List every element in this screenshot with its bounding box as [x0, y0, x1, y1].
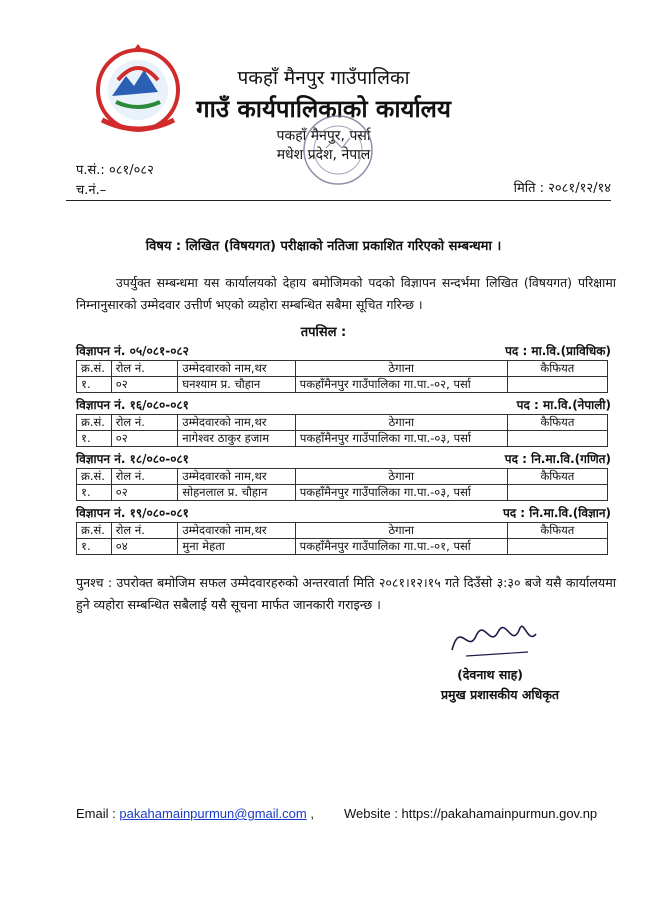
col-roll: रोल नं. [111, 361, 178, 377]
col-name: उम्मेदवारको नाम,थर [178, 469, 295, 485]
candidate-table [76, 360, 608, 393]
col-serial: क्र.सं. [77, 361, 112, 377]
col-remarks: कैफियत [507, 361, 607, 377]
cell-roll: ०२ [111, 377, 178, 393]
col-serial: क्र.सं. [77, 523, 112, 539]
col-name: उम्मेदवारको नाम,थर [178, 415, 296, 431]
footer-website: Website : https://pakahamainpurmun.gov.np [344, 806, 598, 821]
cell-remarks [507, 485, 607, 501]
advertisement-number: विज्ञापन नं. ०५/०८१-०८२ [76, 344, 189, 358]
cell-roll: ०२ [111, 431, 178, 447]
cell-serial: १. [77, 539, 112, 555]
signatory-name: (देवनाथ साह) [457, 667, 523, 682]
post-name: पद : नि.मा.वि.(गणित) [504, 452, 611, 466]
advertisement-number: विज्ञापन नं. १६/०८०-०८१ [76, 398, 189, 412]
office-province: मधेश प्रदेश, नेपाल [276, 147, 371, 163]
reference-number: प.सं.: ०८१/०८२ [76, 163, 154, 178]
cell-serial: १. [77, 377, 112, 393]
col-address: ठेगाना [295, 469, 507, 485]
cell-remarks [507, 539, 607, 555]
col-name: उम्मेदवारको नाम,थर [178, 523, 295, 539]
email-label: Email : [76, 806, 116, 821]
office-title: गाउँ कार्यपालिकाको कार्यालय [196, 95, 451, 123]
footer-email [76, 806, 314, 821]
body-paragraph: उपर्युक्त सम्बन्धमा यस कार्यालयको देहाय बमोजिमको पदको विज्ञापन सन्दर्भमा लिखित (विषयगत) परिक्षामा निम्नानुसारको उम्मेदवार उत्तीर्ण भएको व्यहोरा सम्बन्धित सबैमा सूचित गरिन्छ । [76, 275, 616, 312]
post-name: पद : मा.वि.(प्राविधिक) [505, 344, 611, 358]
post-name: पद : नि.मा.वि.(विज्ञान) [502, 506, 611, 520]
office-address: पकहाँ मैनपुर, पर्सा [276, 128, 371, 144]
advertisement-number: विज्ञापन नं. १८/०८०-०८१ [76, 452, 189, 466]
cell-roll: ०४ [111, 539, 178, 555]
signatory-title: प्रमुख प्रशासकीय अधिकृत [440, 687, 560, 702]
dispatch-number: च.नं.– [76, 183, 107, 198]
col-address: ठेगाना [295, 361, 507, 377]
cell-address: पकहाँमैनपुर गाउँपालिका गा.पा.-०१, पर्सा [295, 539, 507, 555]
email-link[interactable]: pakahamainpurmun@gmail.com [119, 806, 307, 821]
subject-line: विषय : लिखित (विषयगत) परीक्षाको नतिजा प्रकाशित गरिएको सम्बन्धमा । [145, 239, 502, 254]
details-heading: तपसिल : [300, 325, 347, 340]
candidate-table [76, 522, 608, 555]
header-divider [66, 200, 611, 201]
col-remarks: कैफियत [507, 523, 607, 539]
office-name: पकहाँ मैनपुर गाउँपालिका [237, 67, 410, 89]
col-serial: क्र.सं. [77, 415, 112, 431]
post-name: पद : मा.वि.(नेपाली) [516, 398, 611, 412]
cell-remarks [507, 431, 607, 447]
cell-remarks [507, 377, 607, 393]
cell-roll: ०२ [111, 485, 178, 501]
col-roll: रोल नं. [111, 523, 178, 539]
cell-serial: १. [77, 485, 112, 501]
cell-address: पकहाँमैनपुर गाउँपालिका गा.पा.-०२, पर्सा [295, 377, 507, 393]
cell-address: पकहाँमैनपुर गाउँपालिका गा.पा.-०३, पर्सा [295, 431, 507, 447]
candidate-table [76, 414, 608, 447]
cell-name: घनश्याम प्र. चौहान [178, 377, 295, 393]
office-stamp [298, 108, 378, 192]
cell-name: सोहनलाल प्र. चौहान [178, 485, 295, 501]
candidate-table [76, 468, 608, 501]
col-name: उम्मेदवारको नाम,थर [178, 361, 295, 377]
cell-name: मुना मेहता [178, 539, 295, 555]
postscript-note: पुनश्च : उपरोक्त बमोजिम सफल उम्मेदवारहरुको अन्तरवार्ता मिति २०८१।१२।१५ गते दिउँसो ३:३० बजे यसै कार्यालयमा हुने व्यहोरा सम्बन्धित सबैलाई यसै सूचना मार्फत जानकारी गराइन्छ । [76, 575, 616, 612]
document-date: मिति : २०८१/१२/१४ [513, 181, 611, 196]
email-separator: , [310, 806, 314, 821]
cell-name: नागेश्वर ठाकुर हजाम [178, 431, 296, 447]
col-serial: क्र.सं. [77, 469, 112, 485]
cell-serial: १. [77, 431, 112, 447]
col-address: ठेगाना [295, 415, 507, 431]
signature-image [446, 614, 540, 662]
cell-address: पकहाँमैनपुर गाउँपालिका गा.पा.-०३, पर्सा [295, 485, 507, 501]
advertisement-number: विज्ञापन नं. १९/०८०-०८१ [76, 506, 189, 520]
col-remarks: कैफियत [507, 415, 607, 431]
col-address: ठेगाना [295, 523, 507, 539]
col-roll: रोल नं. [111, 469, 178, 485]
col-roll: रोल नं. [111, 415, 178, 431]
col-remarks: कैफियत [507, 469, 607, 485]
